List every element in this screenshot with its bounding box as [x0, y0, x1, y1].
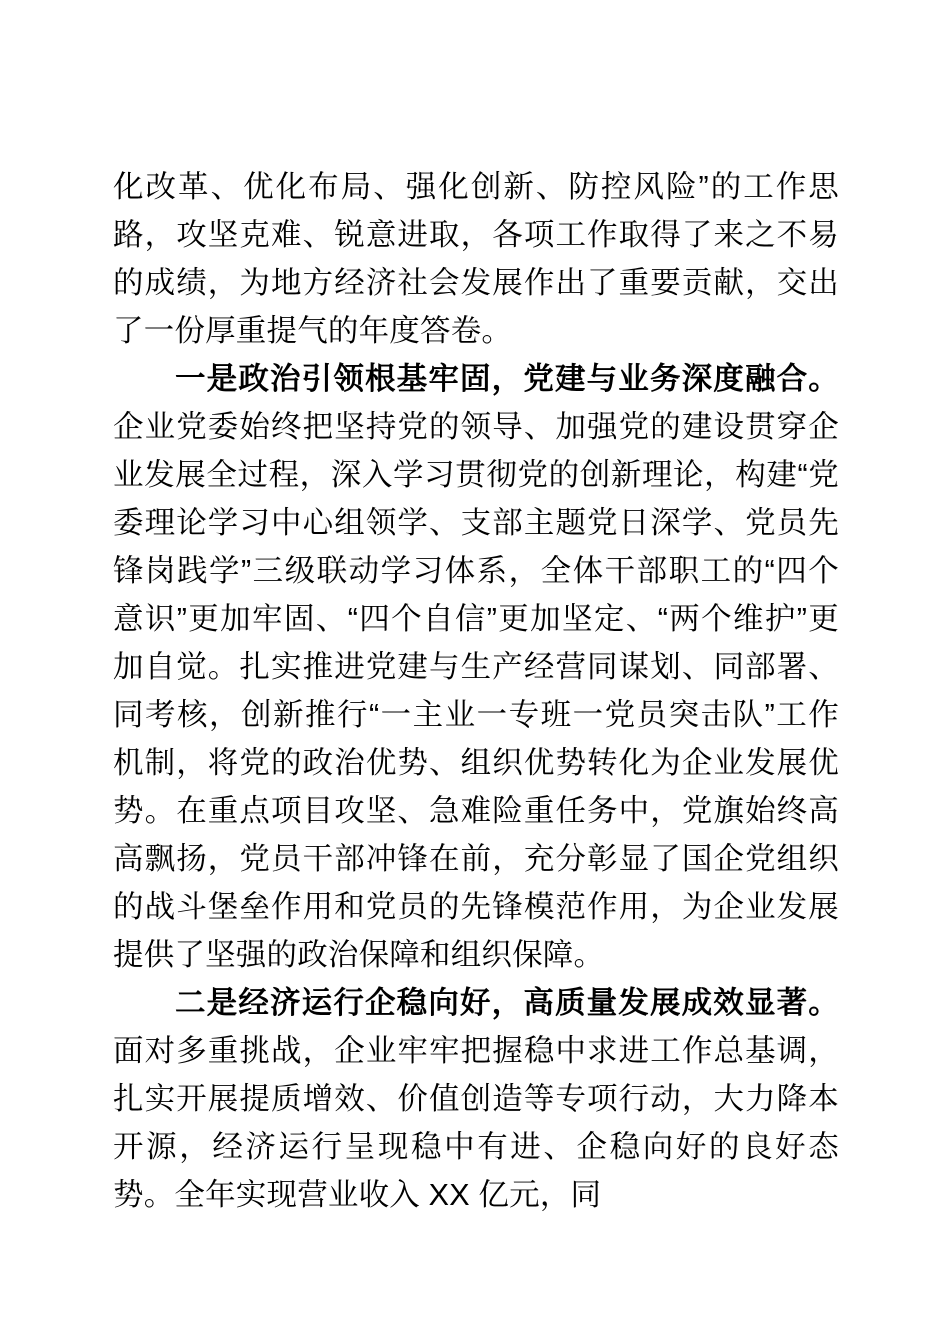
paragraph-continuation: [113, 163, 839, 355]
paragraph-text: 面对多重挑战，企业牢牢把握稳中求进工作总基调，扎实开展提质增效、价值创造等专项行动，大力降本开源，经济运行呈现稳中有进、企稳向好的良好态势。全年实现营业收入 XX 亿元，同: [113, 1034, 839, 1212]
paragraph-point-one: [113, 355, 839, 979]
paragraph-text: 化改革、优化布局、强化创新、防控风险”的工作思路，攻坚克难、锐意进取，各项工作取得了来之不易的成绩，为地方经济社会发展作出了重要贡献，交出了一份厚重提气的年度答卷。: [113, 170, 839, 348]
document-body: [113, 163, 839, 1219]
paragraph-lead-heading: 一是政治引领根基牢固，党建与业务深度融合。: [175, 362, 839, 396]
paragraph-text: 企业党委始终把坚持党的领导、加强党的建设贯穿企业发展全过程，深入学习贯彻党的创新理论，构建“党委理论学习中心组领学、支部主题党日深学、党员先锋岗践学”三级联动学习体系，全体干部职工的“四个意识”更加牢固、“四个自信”更加坚定、“两个维护”更加自觉。扎实推进党建与生产经营同谋划、同部署、同考核，创新推行“一主业一专班一党员突击队”工作机制，将党的政治优势、组织优势转化为企业发展优势。在重点项目攻坚、急难险重任务中，党旗始终高高飘扬，党员干部冲锋在前，充分彰显了国企党组织的战斗堡垒作用和党员的先锋模范作用，为企业发展提供了坚强的政治保障和组织保障。: [113, 410, 839, 972]
paragraph-lead-heading: 二是经济运行企稳向好，高质量发展成效显著。: [175, 986, 839, 1020]
paragraph-point-two: [113, 979, 839, 1219]
